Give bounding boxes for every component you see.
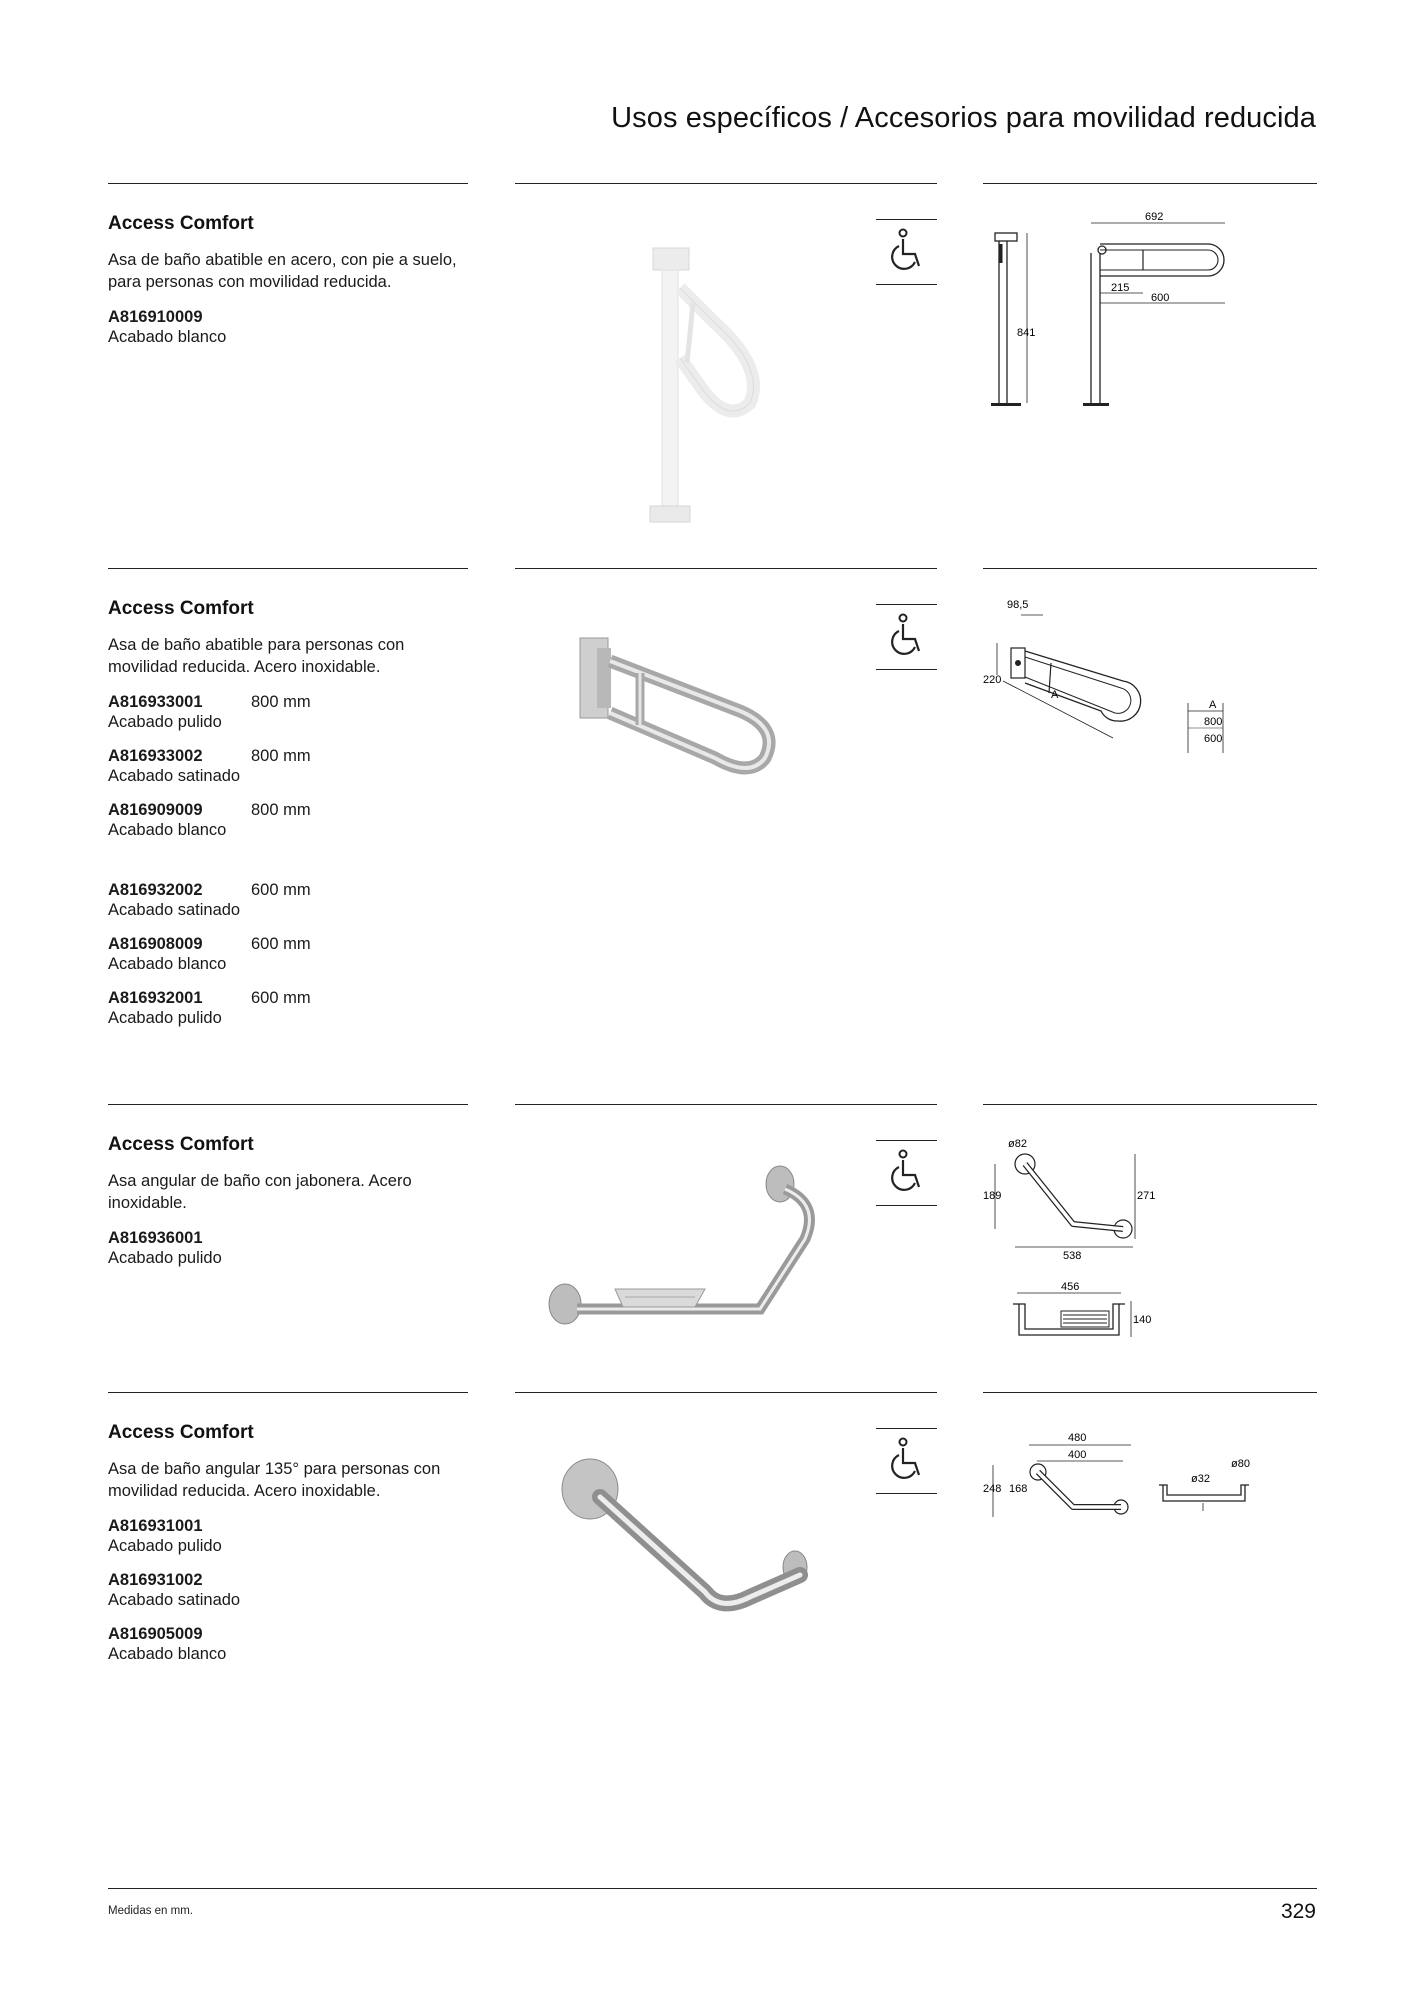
variant-item xyxy=(108,692,478,732)
variant-item xyxy=(108,934,478,974)
product-code: A816931002 xyxy=(108,1571,203,1589)
divider xyxy=(983,183,1317,184)
product-size: 600 mm xyxy=(251,881,311,899)
product-description: Asa angular de baño con jabonera. Acero inoxidable. xyxy=(108,1172,412,1212)
dimension-label: 692 xyxy=(1145,211,1164,223)
product-finish: Acabado satinado xyxy=(108,901,241,919)
dimension-label: 168 xyxy=(1009,1483,1028,1495)
accessibility-badge xyxy=(876,604,937,670)
page-title: Usos específicos / Accesorios para movilidad reducida xyxy=(611,102,1316,134)
product-info xyxy=(108,213,478,361)
product-code: A816933002 xyxy=(108,747,203,765)
product-finish: Acabado pulido xyxy=(108,1009,222,1027)
accessibility-badge xyxy=(876,1428,937,1494)
variant-item xyxy=(108,1624,478,1664)
variant-item xyxy=(108,988,478,1028)
product-name: Access Comfort xyxy=(108,598,254,619)
dimension-label: ø82 xyxy=(1008,1138,1027,1150)
product-finish: Acabado blanco xyxy=(108,821,227,839)
dimension-label: A xyxy=(1051,689,1059,701)
dimension-label: 215 xyxy=(1111,282,1130,294)
dimension-label: 600 xyxy=(1151,292,1170,304)
product-photo-floor-grab-bar xyxy=(515,208,845,538)
dimension-label: 456 xyxy=(1061,1281,1080,1293)
product-finish: Acabado blanco xyxy=(108,328,227,346)
product-info xyxy=(108,1422,478,1678)
technical-drawing xyxy=(983,593,1283,763)
product-code: A816932002 xyxy=(108,881,203,899)
technical-drawing xyxy=(983,1417,1283,1527)
technical-drawing xyxy=(983,208,1283,408)
product-finish: Acabado blanco xyxy=(108,955,227,973)
variant-item xyxy=(108,800,478,840)
divider xyxy=(983,1104,1317,1105)
divider xyxy=(108,183,468,184)
accessibility-badge xyxy=(876,1140,937,1206)
accessibility-badge xyxy=(876,219,937,285)
divider xyxy=(108,568,468,569)
product-code: A816908009 xyxy=(108,935,203,953)
product-description: Asa de baño abatible para personas con movilidad reducida. Acero inoxidable. xyxy=(108,636,405,676)
divider xyxy=(515,1392,937,1393)
product-size: 600 mm xyxy=(251,989,311,1007)
product-finish: Acabado blanco xyxy=(108,1645,227,1663)
product-code: A816933001 xyxy=(108,693,203,711)
dimension-label: 480 xyxy=(1068,1432,1087,1444)
divider xyxy=(983,568,1317,569)
technical-drawing xyxy=(983,1129,1283,1349)
footer-divider xyxy=(108,1888,1317,1889)
product-photo-135-degree-bar xyxy=(515,1417,845,1637)
wheelchair-icon xyxy=(888,1149,926,1195)
variant-item xyxy=(108,1570,478,1610)
divider xyxy=(515,183,937,184)
product-name: Access Comfort xyxy=(108,213,254,234)
product-code: A816910009 xyxy=(108,308,203,326)
dimension-label: ø32 xyxy=(1191,1473,1210,1485)
product-code: A816932001 xyxy=(108,989,203,1007)
divider xyxy=(983,1392,1317,1393)
dimension-label: 248 xyxy=(983,1483,1002,1495)
product-finish: Acabado pulido xyxy=(108,1249,222,1267)
product-description: Asa de baño angular 135° para personas con movilidad reducida. Acero inoxidable. xyxy=(108,1460,441,1500)
dimension-label: 538 xyxy=(1063,1250,1082,1262)
product-code: A816905009 xyxy=(108,1625,203,1643)
divider xyxy=(515,568,937,569)
variant-item xyxy=(108,1228,478,1268)
product-info xyxy=(108,598,478,1042)
product-description: Asa de baño abatible en acero, con pie a suelo, para personas con movilidad reducida. xyxy=(108,251,457,291)
wheelchair-icon xyxy=(888,228,926,274)
dimension-label: 800 xyxy=(1204,716,1223,728)
variant-item xyxy=(108,1516,478,1556)
product-finish: Acabado pulido xyxy=(108,713,222,731)
product-name: Access Comfort xyxy=(108,1134,254,1155)
product-code: A816909009 xyxy=(108,801,203,819)
dimension-label: 189 xyxy=(983,1190,1002,1202)
dimension-label: A xyxy=(1209,699,1217,711)
variant-item xyxy=(108,307,478,347)
wheelchair-icon xyxy=(888,1437,926,1483)
dimension-label: 98,5 xyxy=(1007,599,1029,611)
product-size: 800 mm xyxy=(251,693,311,711)
product-photo-folding-grab-bar xyxy=(515,593,845,793)
product-code: A816936001 xyxy=(108,1229,203,1247)
product-finish: Acabado pulido xyxy=(108,1537,222,1555)
product-code: A816931001 xyxy=(108,1517,203,1535)
product-size: 800 mm xyxy=(251,747,311,765)
dimension-label: 220 xyxy=(983,674,1002,686)
dimension-label: 841 xyxy=(1017,327,1036,339)
product-finish: Acabado satinado xyxy=(108,767,241,785)
wheelchair-icon xyxy=(888,613,926,659)
divider xyxy=(515,1104,937,1105)
dimension-label: 140 xyxy=(1133,1314,1152,1326)
variant-item xyxy=(108,880,478,920)
footer-note: Medidas en mm. xyxy=(108,1905,194,1917)
product-info xyxy=(108,1134,478,1282)
product-photo-angled-bar-soap-dish xyxy=(515,1129,845,1359)
dimension-label: 271 xyxy=(1137,1190,1156,1202)
product-size: 600 mm xyxy=(251,935,311,953)
dimension-label: ø80 xyxy=(1231,1458,1250,1470)
dimension-label: 600 xyxy=(1204,733,1223,745)
page-number: 329 xyxy=(1280,1900,1316,1923)
product-size: 800 mm xyxy=(251,801,311,819)
variant-item xyxy=(108,746,478,786)
divider xyxy=(108,1392,468,1393)
product-finish: Acabado satinado xyxy=(108,1591,241,1609)
divider xyxy=(108,1104,468,1105)
dimension-label: 400 xyxy=(1068,1449,1087,1461)
product-name: Access Comfort xyxy=(108,1422,254,1443)
